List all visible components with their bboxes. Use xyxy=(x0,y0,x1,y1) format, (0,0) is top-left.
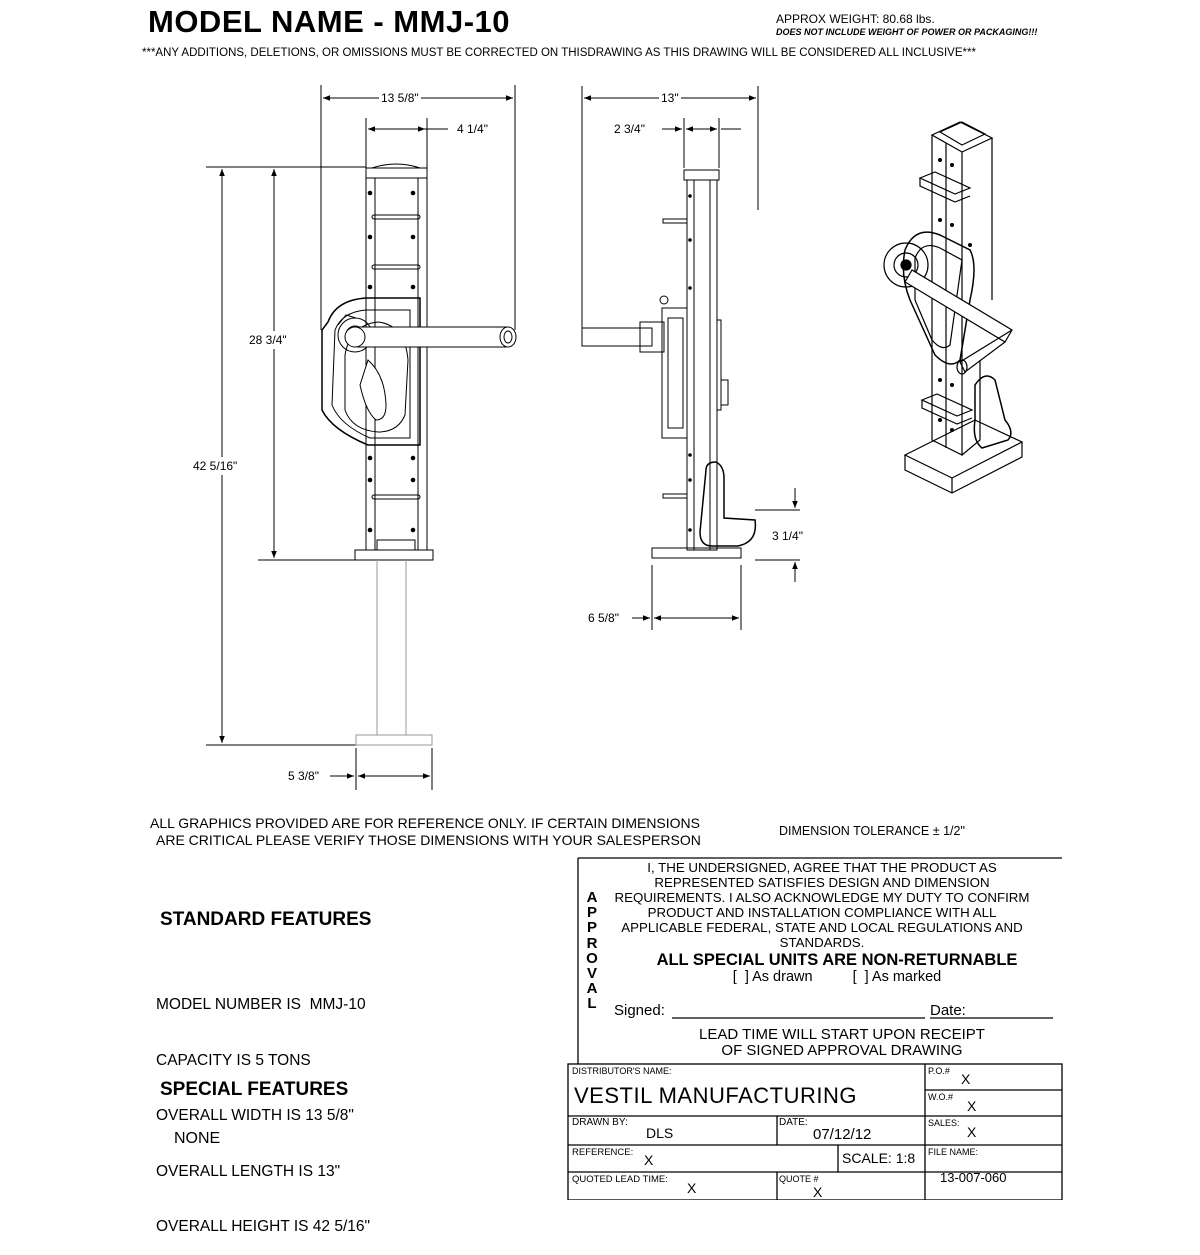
approval-letter: P xyxy=(586,919,597,937)
dim-front-body-height: 28 3/4" xyxy=(249,333,287,347)
signed-label: Signed: xyxy=(614,1002,665,1019)
special-features-heading: SPECIAL FEATURES xyxy=(160,1079,349,1100)
feature-item: OVERALL LENGTH IS 13" xyxy=(156,1162,341,1180)
approval-letter: A xyxy=(586,889,598,906)
quoted-lead-time-label: QUOTED LEAD TIME: xyxy=(572,1174,668,1185)
file-name-label: FILE NAME: xyxy=(928,1147,979,1157)
dim-side-base: 6 5/8" xyxy=(588,611,619,625)
signature-field[interactable] xyxy=(672,1000,925,1018)
wo-value: X xyxy=(967,1098,977,1114)
as-marked-checkbox[interactable]: [ ] As marked xyxy=(852,969,942,985)
approval-date-field[interactable] xyxy=(970,1000,1053,1018)
approval-letter: P xyxy=(586,904,597,922)
approval-agreement-text: I, THE UNDERSIGNED, AGREE THAT THE PRODUCT AS REPRESENTED SATISFIES DESIGN AND DIMENSION REQUIREMENTS. I ALSO ACKNOWLEDGE MY DUTY TO CONFIRM PRODUCT AND INSTALLATION COMPLIANCE WITH ALL APPLICABLE FEDERAL, STATE AND LOCAL REGULATIONS AND STANDARDS. xyxy=(614,860,1030,950)
date-value: 07/12/12 xyxy=(813,1126,872,1143)
isometric-view xyxy=(884,122,1022,493)
dim-front-overall-height: 42 5/16" xyxy=(193,459,238,473)
model-title: MODEL NAME - MMJ-10 xyxy=(148,4,511,39)
drawn-by-label: DRAWN BY: xyxy=(572,1117,628,1128)
standard-features-list xyxy=(156,959,370,1255)
quote-value: X xyxy=(813,1184,823,1200)
approval-letter: A xyxy=(586,980,598,998)
feature-item: OVERALL HEIGHT IS 42 5/16" xyxy=(156,1218,370,1235)
quote-label: QUOTE # xyxy=(779,1174,819,1184)
side-view xyxy=(582,86,800,630)
quoted-lead-time-value: X xyxy=(687,1180,697,1196)
special-features-value: NONE xyxy=(174,1130,221,1147)
reference-label: REFERENCE: xyxy=(572,1147,634,1158)
sales-label: SALES: xyxy=(928,1118,960,1128)
wo-label: W.O.# xyxy=(928,1092,954,1102)
file-name-value: 13-007-060 xyxy=(940,1170,1007,1185)
scale: SCALE: 1:8 xyxy=(842,1150,916,1166)
approval-letter: V xyxy=(586,965,597,983)
lead-time-line2: OF SIGNED APPROVAL DRAWING xyxy=(721,1042,963,1059)
date-label: DATE: xyxy=(779,1117,808,1128)
approx-weight: APPROX WEIGHT: 80.68 lbs. xyxy=(776,12,935,26)
dim-front-width: 13 5/8" xyxy=(381,91,419,105)
reference-note xyxy=(150,815,701,849)
feature-item: CAPACITY IS 5 TONS xyxy=(156,1051,311,1069)
feature-item: OVERALL WIDTH IS 13 5/8" xyxy=(156,1107,354,1124)
as-drawn-checkbox[interactable]: [ ] As drawn xyxy=(732,969,813,985)
weight-note: DOES NOT INCLUDE WEIGHT OF POWER OR PACKAGING!!! xyxy=(776,27,1038,37)
approval-vertical-label xyxy=(583,890,601,1012)
non-returnable-notice: ALL SPECIAL UNITS ARE NON-RETURNABLE xyxy=(656,951,1018,969)
front-view xyxy=(206,85,516,790)
lead-time-notice xyxy=(612,1027,1072,1059)
approval-date-label: Date: xyxy=(930,1002,966,1019)
reference-value: X xyxy=(644,1152,654,1168)
dim-side-top: 2 3/4" xyxy=(614,122,645,136)
reference-note-line2: ARE CRITICAL PLEASE VERIFY THOSE DIMENSIONS WITH YOUR SALESPERSON xyxy=(156,832,701,848)
feature-item: MODEL NUMBER IS MMJ-10 xyxy=(156,996,366,1013)
approval-options xyxy=(612,969,1062,985)
distributor-label: DISTRIBUTOR'S NAME: xyxy=(572,1066,672,1076)
dimension-tolerance: DIMENSION TOLERANCE ± 1/2" xyxy=(779,824,965,838)
approval-letter: R xyxy=(586,934,598,952)
reference-note-line1: ALL GRAPHICS PROVIDED ARE FOR REFERENCE ONLY. IF CERTAIN DIMENSIONS xyxy=(150,815,700,831)
dim-front-top: 4 1/4" xyxy=(457,122,488,136)
dim-side-toe: 3 1/4" xyxy=(772,529,803,543)
approval-letter: L xyxy=(587,995,597,1013)
po-value: X xyxy=(961,1071,971,1087)
drawing-disclaimer: ***ANY ADDITIONS, DELETIONS, OR OMISSIONS MUST BE CORRECTED ON THISDRAWING AS THIS DRAWING WILL BE CONSIDERED ALL INCLUSIVE*** xyxy=(142,47,976,59)
dim-front-foot: 5 3/8" xyxy=(288,769,319,783)
drawn-by-value: DLS xyxy=(646,1125,674,1141)
lead-time-line1: LEAD TIME WILL START UPON RECEIPT xyxy=(699,1026,985,1043)
distributor-name: VESTIL MANUFACTURING xyxy=(574,1083,857,1108)
standard-features-heading: STANDARD FEATURES xyxy=(160,909,372,930)
approval-letter: O xyxy=(586,949,598,967)
po-label: P.O.# xyxy=(928,1066,950,1076)
sales-value: X xyxy=(967,1124,977,1140)
dim-side-length: 13" xyxy=(661,91,679,105)
